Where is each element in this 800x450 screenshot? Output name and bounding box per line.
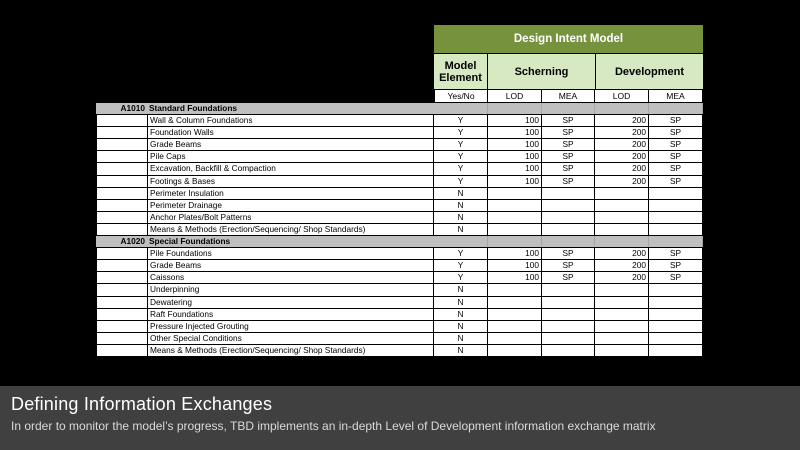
development-lod-cell [595, 224, 649, 235]
model-element-cell: N [434, 333, 488, 344]
development-mea-cell [649, 212, 703, 223]
development-lod-cell [595, 284, 649, 295]
model-element-cell: N [434, 297, 488, 308]
development-lod-cell [595, 321, 649, 332]
schematic-mea-cell: SP [542, 260, 595, 271]
development-mea-cell [649, 333, 703, 344]
schematic-lod-cell [488, 297, 542, 308]
schematic-lod-cell: 100 [488, 248, 542, 259]
model-element-cell: N [434, 321, 488, 332]
slide-title: Defining Information Exchanges [11, 394, 273, 414]
development-lod-cell: 200 [595, 151, 649, 162]
development-lod-cell [595, 200, 649, 211]
row-code-cell [96, 163, 147, 174]
schematic-mea-cell [542, 321, 595, 332]
category-empty-cell [649, 236, 703, 247]
model-element-cell: N [434, 284, 488, 295]
table-row [96, 176, 703, 188]
sub-header-row [434, 90, 703, 102]
table-row [96, 127, 703, 139]
sub-header-schematic-lod: LOD [488, 90, 542, 102]
schematic-mea-cell: SP [542, 127, 595, 138]
category-empty-cell [542, 236, 595, 247]
row-code-cell [96, 333, 147, 344]
slide-subtitle: In order to monitor the model’s progress, TBD implements an in-depth Level of Development information exchange matrix [11, 419, 656, 433]
element-name-cell: Pile Foundations [147, 248, 434, 259]
table-row [96, 151, 703, 163]
schematic-lod-cell [488, 224, 542, 235]
element-name-cell: Excavation, Backfill & Compaction [147, 163, 434, 174]
schematic-mea-cell [542, 284, 595, 295]
development-lod-cell [595, 309, 649, 320]
schematic-mea-cell [542, 224, 595, 235]
development-mea-cell: SP [649, 260, 703, 271]
model-element-cell: Y [434, 163, 488, 174]
development-lod-cell [595, 188, 649, 199]
model-element-cell: N [434, 224, 488, 235]
model-element-cell: N [434, 200, 488, 211]
schematic-mea-cell [542, 212, 595, 223]
schematic-mea-cell: SP [542, 272, 595, 283]
development-mea-cell: SP [649, 115, 703, 126]
model-element-cell: Y [434, 272, 488, 283]
category-empty-cell [434, 236, 488, 247]
model-element-cell: Y [434, 139, 488, 150]
development-mea-cell: SP [649, 163, 703, 174]
category-empty-cell [434, 103, 488, 114]
element-name-cell: Anchor Plates/Bolt Patterns [147, 212, 434, 223]
development-lod-cell: 200 [595, 248, 649, 259]
lod-matrix-table [96, 103, 703, 357]
model-element-cell: Y [434, 127, 488, 138]
element-name-cell: Pressure Injected Grouting [147, 321, 434, 332]
element-name-cell: Other Special Conditions [147, 333, 434, 344]
development-mea-cell [649, 345, 703, 356]
schematic-mea-cell [542, 309, 595, 320]
category-row [96, 103, 703, 115]
model-element-cell: Y [434, 115, 488, 126]
row-code-cell [96, 151, 147, 162]
development-mea-cell [649, 284, 703, 295]
development-lod-cell: 200 [595, 272, 649, 283]
element-name-cell: Grade Beams [147, 139, 434, 150]
development-mea-cell: SP [649, 139, 703, 150]
element-name-cell: Means & Methods (Erection/Sequencing/ Shop Standards) [147, 224, 434, 235]
model-element-cell: Y [434, 248, 488, 259]
sub-header-schematic-mea: MEA [542, 90, 595, 102]
category-code: A1020 [120, 236, 145, 247]
schematic-header: Scherning [488, 54, 595, 89]
category-empty-cell [595, 103, 649, 114]
model-element-cell: N [434, 212, 488, 223]
development-mea-cell: SP [649, 151, 703, 162]
table-row [96, 248, 703, 260]
table-row [96, 321, 703, 333]
development-lod-cell [595, 345, 649, 356]
category-row [96, 236, 703, 248]
table-row [96, 333, 703, 345]
element-name-cell: Footings & Bases [147, 176, 434, 187]
schematic-lod-cell [488, 212, 542, 223]
development-mea-cell [649, 188, 703, 199]
table-row [96, 284, 703, 296]
table-row [96, 200, 703, 212]
row-code-cell [96, 188, 147, 199]
sub-header-yes-no: Yes/No [434, 90, 488, 102]
row-code-cell [96, 297, 147, 308]
element-name-cell: Wall & Column Foundations [147, 115, 434, 126]
schematic-mea-cell: SP [542, 248, 595, 259]
development-lod-cell [595, 333, 649, 344]
element-name-cell: Dewatering [147, 297, 434, 308]
category-empty-cell [595, 236, 649, 247]
development-lod-cell: 200 [595, 115, 649, 126]
row-code-cell [96, 260, 147, 271]
development-lod-cell [595, 212, 649, 223]
schematic-mea-cell: SP [542, 139, 595, 150]
model-element-cell: N [434, 188, 488, 199]
table-row [96, 163, 703, 175]
development-lod-cell: 200 [595, 163, 649, 174]
category-name: Special Foundations [149, 236, 231, 247]
row-code-cell [96, 139, 147, 150]
table-row [96, 212, 703, 224]
development-lod-cell [595, 297, 649, 308]
model-element-cell: Y [434, 151, 488, 162]
element-name-cell: Raft Foundations [147, 309, 434, 320]
element-name-cell: Perimeter Insulation [147, 188, 434, 199]
development-mea-cell [649, 200, 703, 211]
schematic-lod-cell [488, 188, 542, 199]
element-name-cell: Foundation Walls [147, 127, 434, 138]
schematic-lod-cell [488, 321, 542, 332]
schematic-lod-cell [488, 200, 542, 211]
row-code-cell [96, 284, 147, 295]
development-mea-cell: SP [649, 272, 703, 283]
schematic-mea-cell: SP [542, 176, 595, 187]
element-name-cell: Pile Caps [147, 151, 434, 162]
development-lod-cell: 200 [595, 139, 649, 150]
schematic-lod-cell: 100 [488, 115, 542, 126]
row-code-cell [96, 309, 147, 320]
table-row [96, 260, 703, 272]
schematic-lod-cell [488, 309, 542, 320]
schematic-mea-cell [542, 333, 595, 344]
element-name-cell: Caissons [147, 272, 434, 283]
element-name-cell: Means & Methods (Erection/Sequencing/ Shop Standards) [147, 345, 434, 356]
element-name-cell: Grade Beams [147, 260, 434, 271]
row-code-cell [96, 248, 147, 259]
development-mea-cell [649, 297, 703, 308]
row-code-cell [96, 224, 147, 235]
category-empty-cell [488, 103, 542, 114]
category-empty-cell [649, 103, 703, 114]
development-header: Development [596, 54, 703, 89]
model-element-cell: Y [434, 260, 488, 271]
schematic-mea-cell [542, 200, 595, 211]
schematic-mea-cell: SP [542, 151, 595, 162]
development-mea-cell [649, 224, 703, 235]
schematic-lod-cell [488, 345, 542, 356]
schematic-mea-cell [542, 345, 595, 356]
table-row [96, 345, 703, 357]
footer-bar [0, 386, 800, 450]
category-code: A1010 [120, 103, 145, 113]
element-name-cell: Perimeter Drainage [147, 200, 434, 211]
schematic-mea-cell: SP [542, 163, 595, 174]
development-mea-cell [649, 309, 703, 320]
schematic-mea-cell [542, 297, 595, 308]
schematic-lod-cell [488, 284, 542, 295]
category-empty-cell [542, 103, 595, 114]
schematic-lod-cell: 100 [488, 176, 542, 187]
sub-header-development-lod: LOD [595, 90, 649, 102]
schematic-lod-cell [488, 333, 542, 344]
table-row [96, 139, 703, 151]
development-lod-cell: 200 [595, 127, 649, 138]
table-row [96, 309, 703, 321]
row-code-cell [96, 176, 147, 187]
row-code-cell [96, 345, 147, 356]
element-name-cell: Underpinning [147, 284, 434, 295]
sub-header-development-mea: MEA [649, 90, 703, 102]
schematic-lod-cell: 100 [488, 139, 542, 150]
table-row [96, 272, 703, 284]
model-element-cell: N [434, 345, 488, 356]
category-name: Standard Foundations [149, 103, 238, 113]
development-mea-cell: SP [649, 176, 703, 187]
schematic-lod-cell: 100 [488, 151, 542, 162]
schematic-lod-cell: 100 [488, 260, 542, 271]
model-element-cell: N [434, 309, 488, 320]
schematic-lod-cell: 100 [488, 163, 542, 174]
development-lod-cell: 200 [595, 260, 649, 271]
development-mea-cell: SP [649, 127, 703, 138]
table-row [96, 188, 703, 200]
model-element-cell: Y [434, 176, 488, 187]
model-element-header: Model Element [434, 54, 487, 89]
development-mea-cell: SP [649, 248, 703, 259]
development-mea-cell [649, 321, 703, 332]
row-code-cell [96, 272, 147, 283]
row-code-cell [96, 200, 147, 211]
table-row [96, 297, 703, 309]
row-code-cell [96, 115, 147, 126]
category-empty-cell [488, 236, 542, 247]
schematic-mea-cell: SP [542, 115, 595, 126]
schematic-lod-cell: 100 [488, 127, 542, 138]
table-row [96, 115, 703, 127]
schematic-lod-cell: 100 [488, 272, 542, 283]
design-intent-model-header: Design Intent Model [434, 25, 703, 53]
row-code-cell [96, 212, 147, 223]
schematic-mea-cell [542, 188, 595, 199]
table-row [96, 224, 703, 236]
row-code-cell [96, 321, 147, 332]
development-lod-cell: 200 [595, 176, 649, 187]
row-code-cell [96, 127, 147, 138]
